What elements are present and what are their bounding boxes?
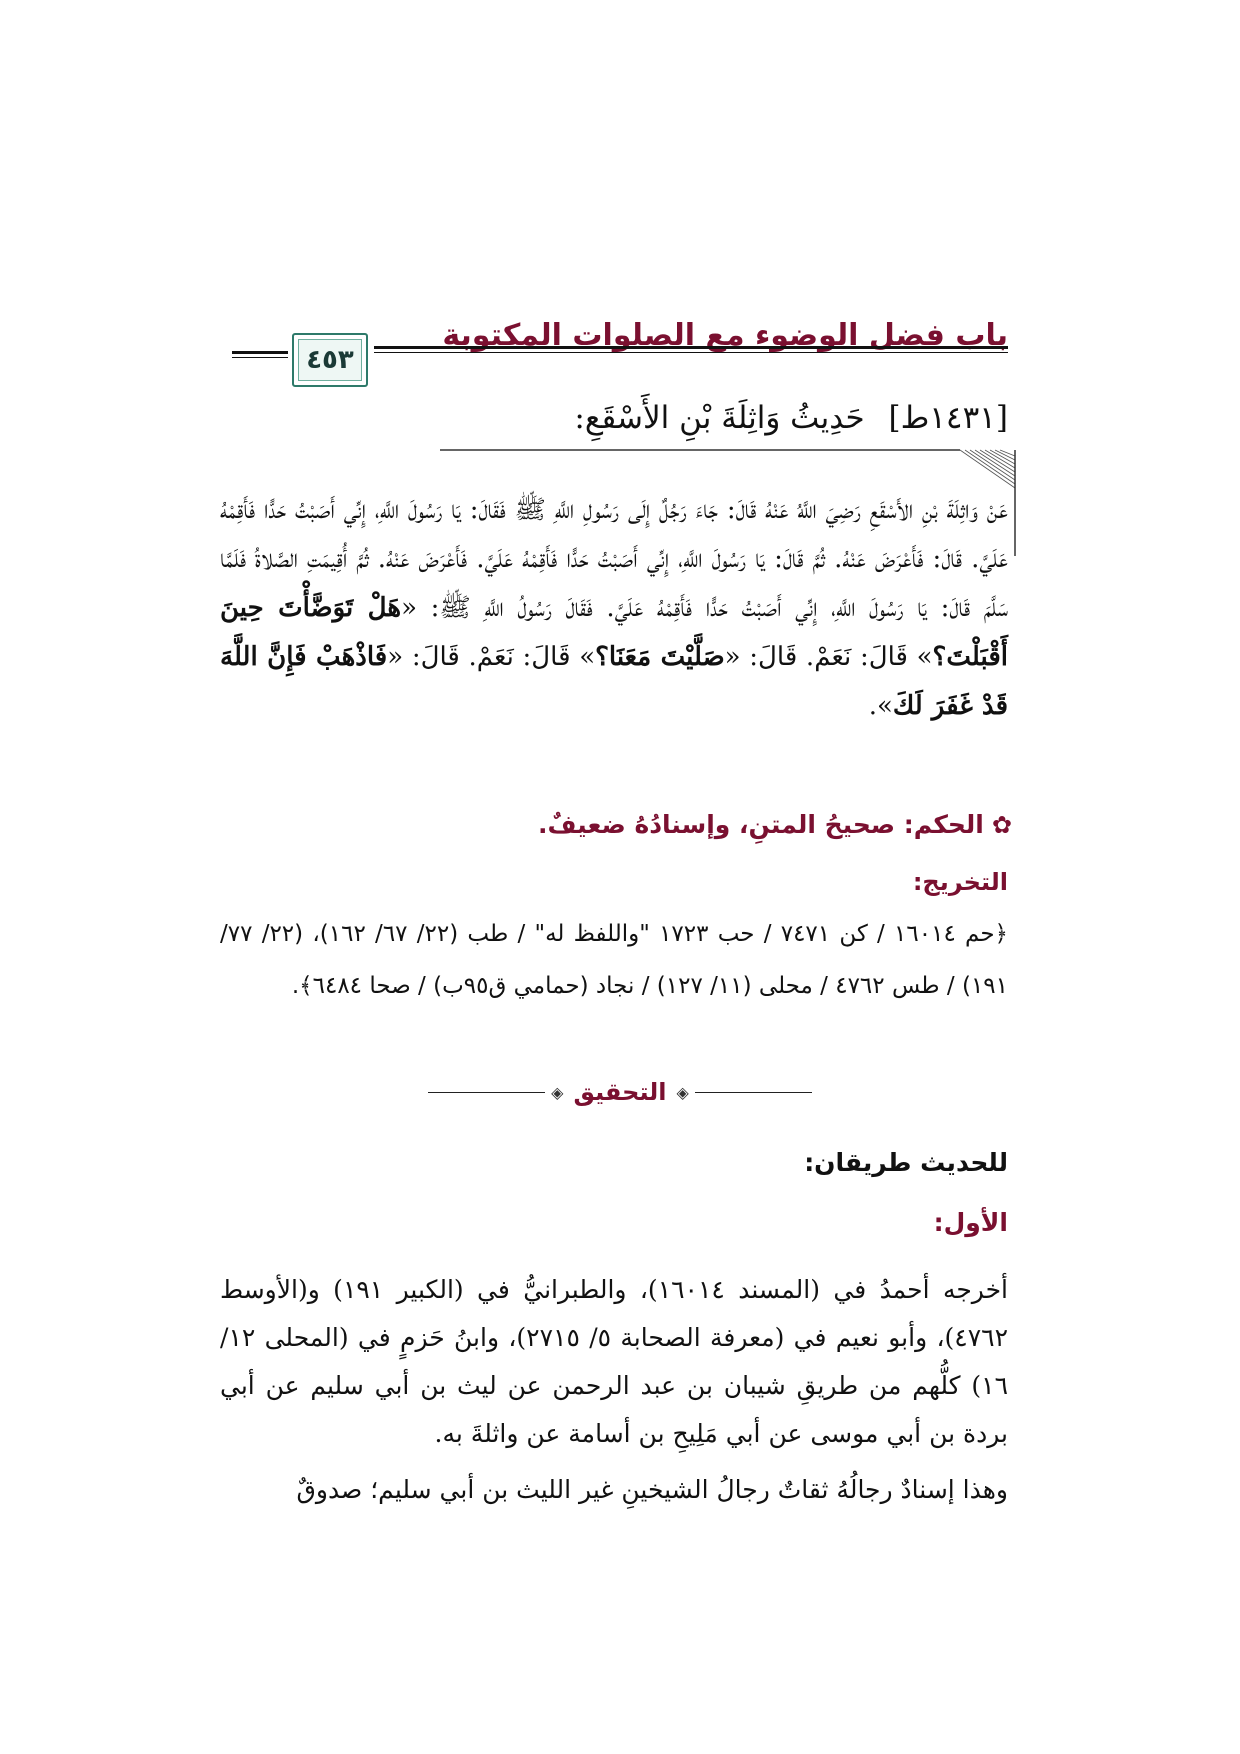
page-number-badge <box>292 333 368 387</box>
analysis-paragraph: أخرجه أحمدُ في (المسند ١٦٠١٤)، والطبرانيُّ في (الكبير ١٩١) و(الأوسط ٤٧٦٢)، وأبو نعيم في (معرفة الصحابة ٥/ ٢٧١٥)، وابنُ حَزمٍ في (المحلى ١٢/ ١٦) كلُّهم من طريقِ شيبان بن عبد الرحمن عن ليث بن أبي سليم عن أبي بردة بن أبي موسى عن أبي مَلِيحِ بن أسامة عن واثلةَ به. <box>220 1275 1008 1448</box>
tahqiq-label: التحقيق <box>573 1078 667 1106</box>
page-number: ٤٥٣ <box>306 345 354 375</box>
header-rule-left-top <box>232 351 288 354</box>
divider-ornament-icon: ◈ <box>551 1082 564 1102</box>
tahqiq-divider <box>428 1072 812 1112</box>
hadith-bold-quote-2: صَلَّيْتَ مَعَنَا؟ <box>595 642 725 672</box>
flower-ornament-icon: ✿ <box>991 811 1012 839</box>
hadith-number: [١٤٣١ط] <box>888 400 1008 436</box>
header-rule-bottom <box>374 352 1008 353</box>
hadith-text: عَنْ وَاثِلَةَ بْنِ الأَسْقَعِ رَضِيَ اللَّهُ عَنْهُ قَالَ: جَاءَ رَجُلٌ إِلَى رَسُولِ اللَّهِ ﷺ فَقَالَ: يَا رَسُولَ اللَّهِ، إِنِّي أَصَبْتُ حَدًّا فَأَقِمْهُ عَلَيَّ. قَالَ: فَأَعْرَضَ عَنْهُ. ثُمَّ قَالَ: يَا رَسُولَ اللَّهِ، إِنِّي أَصَبْتُ حَدًّا فَأَقِمْهُ عَلَيَّ. فَأَعْرَضَ عَنْهُ. ثُمَّ أُقِيمَتِ الصَّلاةُ فَلَمَّا سَلَّمَ قَالَ: يَا رَسُولَ اللَّهِ، إِنِّي أَصَبْتُ حَدًّا فَأَقِمْهُ عَلَيَّ. فَقَالَ رَسُولُ اللَّهِ ﷺ: «هَلْ تَوَضَّأْتَ حِينَ أَقْبَلْتَ؟» قَالَ: نَعَمْ. قَالَ: «صَلَّيْتَ مَعَنَا؟» قَالَ: نَعَمْ. قَالَ: «فَاذْهَبْ فَإِنَّ اللَّهَ قَدْ غَفَرَ لَكَ». <box>220 495 1009 721</box>
header-rule-left-bottom <box>232 357 288 358</box>
ruling-label: الحكم: <box>903 810 984 839</box>
first-route-heading: الأول: <box>933 1208 1008 1237</box>
header-rule-top <box>374 346 1008 349</box>
analysis-intro: للحديث طريقان: <box>804 1148 1008 1177</box>
divider-ornament-icon: ◈ <box>676 1082 689 1102</box>
analysis-paragraph: وهذا إسنادٌ رجالُهُ ثقاتٌ رجالُ الشيخينِ غير الليث بن أبي سليم؛ صدوقٌ <box>296 1475 1008 1504</box>
hadith-bold-quote-1: هَلْ تَوَضَّأْتَ حِينَ أَقْبَلْتَ؟ <box>220 593 1008 672</box>
analysis-body <box>220 1266 1008 1514</box>
ruling-line <box>212 810 1012 839</box>
divider-line-left <box>428 1092 545 1093</box>
hadith-bold-quote-3: فَاذْهَبْ فَإِنَّ اللَّهَ قَدْ غَفَرَ لَكَ <box>220 642 1008 721</box>
chapter-title: باب فضل الوضوء مع الصلوات المكتوبة <box>442 318 1008 353</box>
divider-line-right <box>695 1092 812 1093</box>
takhrij-text: ﴿حم ١٦٠١٤ / كن ٧٤٧١ / حب ١٧٢٣ "واللفظ له" / طب (٢٢/ ٦٧/ ١٦٢)، (٢٢/ ٧٧/ ١٩١) / طس ٤٧٦٢ / محلى (١١/ ١٢٧) / نجاد (حمامي ق٩٥ب) / صحا ٦٤٨٤﴾. <box>220 921 1009 999</box>
takhrij-heading: التخريج: <box>912 868 1008 896</box>
hadith-heading <box>228 400 1008 436</box>
hadith-title: حَدِيثُ وَاثِلَةَ بْنِ الأَسْقَعِ: <box>574 400 865 436</box>
ruling-text: صحيحُ المتنِ، وإسنادُهُ ضعيفٌ. <box>538 810 896 839</box>
